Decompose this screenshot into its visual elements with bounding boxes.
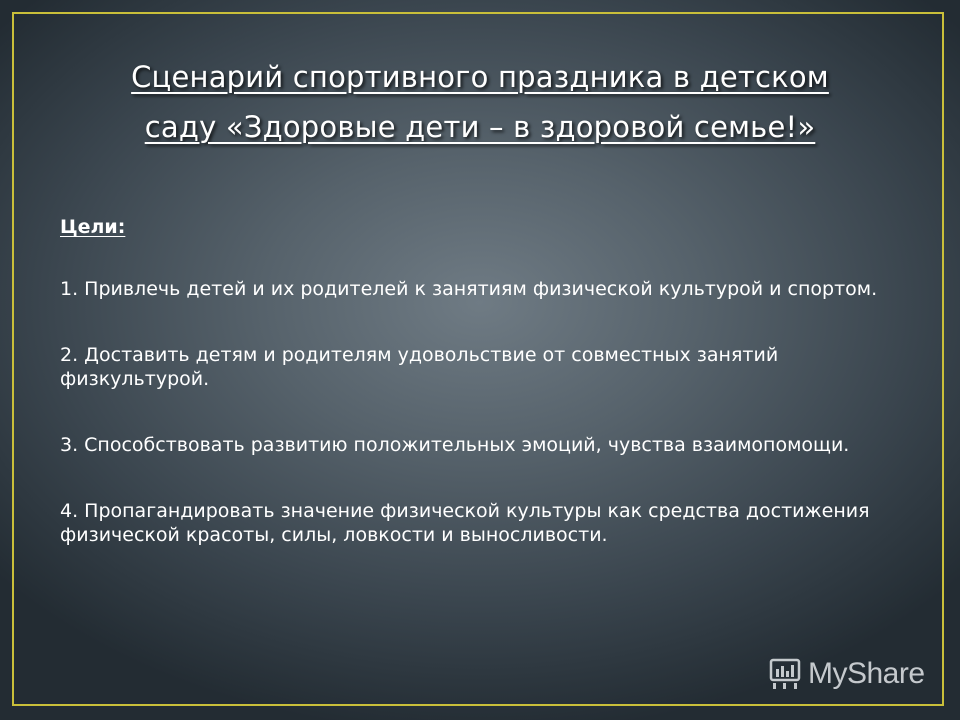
watermark-text: MyShare	[808, 657, 925, 690]
slide-title-line-1: Сценарий спортивного праздника в детском	[131, 60, 829, 94]
myshare-watermark	[768, 654, 925, 694]
goal-item-4: 4. Пропагандировать значение физической культуры как средства достижения физической красоты, силы, ловкости и выносливости.	[60, 500, 870, 546]
slide-title	[0, 52, 960, 152]
goal-item-3: 3. Способствовать развитию положительных эмоций, чувства взаимопомощи.	[60, 434, 850, 456]
classroom-board-icon	[768, 657, 802, 691]
goals-section	[60, 215, 910, 547]
goal-item-1: 1. Привлечь детей и их родителей к занятиям физической культурой и спортом.	[60, 278, 878, 300]
slide-title-line-2: саду «Здоровые дети – в здоровой семье!»	[144, 110, 816, 144]
goal-item-2: 2. Доставить детям и родителям удовольствие от совместных занятий физкультурой.	[60, 344, 779, 390]
goals-heading: Цели:	[60, 216, 126, 238]
